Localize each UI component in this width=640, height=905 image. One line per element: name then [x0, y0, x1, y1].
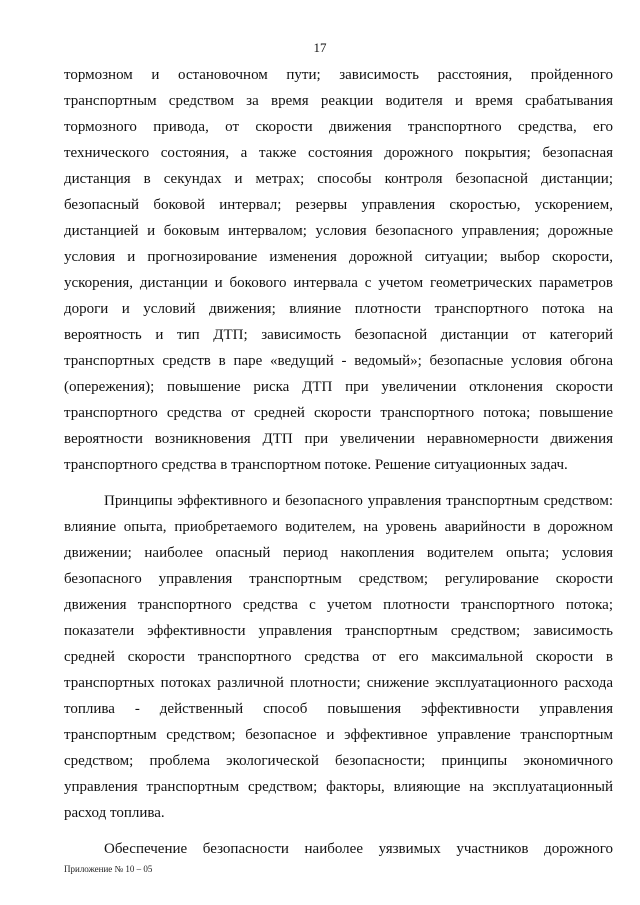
- text-line: средней скорости транспортного средства от его максимальной скорости в: [64, 649, 613, 665]
- text-line: управления транспортным средством; факторы, влияющие на эксплуатационный: [64, 779, 613, 795]
- text-line: расход топлива.: [64, 805, 165, 821]
- text-line: движения транспортного средства с учетом плотности транспортного потока;: [64, 597, 613, 613]
- text-line: безопасный боковой интервал; резервы управления скоростью, ускорением,: [64, 197, 613, 213]
- text-line: условия и прогнозирование изменения дорожной ситуации; выбор скорости,: [64, 249, 613, 265]
- page-number: 17: [313, 40, 327, 55]
- text-line: ускорения, дистанции и бокового интервала с учетом геометрических параметров: [64, 275, 613, 291]
- text-line: средством; проблема экологической безопасности; принципы экономичного: [64, 753, 613, 769]
- document-body: [64, 62, 613, 862]
- text-line: транспортных потоках различной плотности; снижение эксплуатационного расхода: [64, 675, 613, 691]
- paragraph-1: [64, 62, 613, 478]
- text-line: тормозного привода, от скорости движения транспортного средства, его: [64, 119, 613, 135]
- text-line: движении; наиболее опасный период накопления водителем опыта; условия: [64, 545, 613, 561]
- text-line: Принципы эффективного и безопасного управления транспортным средством:: [104, 493, 613, 509]
- text-line: транспортного средства в транспортном потоке. Решение ситуационных задач.: [64, 457, 568, 473]
- text-line: транспортных средств в паре «ведущий - ведомый»; безопасные условия обгона: [64, 353, 613, 369]
- text-line: дороги и условий движения; влияние плотности транспортного потока на: [64, 301, 613, 317]
- text-line: вероятности возникновения ДТП при увеличении неравномерности движения: [64, 431, 613, 447]
- footer-appendix-label: Приложение № 10 – 05: [64, 864, 153, 874]
- text-line: транспортным средством за время реакции водителя и время срабатывания: [64, 93, 613, 109]
- text-line: тормозном и остановочном пути; зависимость расстояния, пройденного: [64, 67, 613, 83]
- text-line: (опережения); повышение риска ДТП при увеличении отклонения скорости: [64, 379, 613, 395]
- text-line: безопасного управления транспортным средством; регулирование скорости: [64, 571, 613, 587]
- text-line: транспортным средством; безопасное и эффективное управление транспортным: [64, 727, 613, 743]
- text-line: вероятность и тип ДТП; зависимость безопасной дистанции от категорий: [64, 327, 613, 343]
- text-line: дистанция в секундах и метрах; способы контроля безопасной дистанции;: [64, 171, 613, 187]
- text-line: топлива - действенный способ повышения эффективности управления: [64, 701, 613, 717]
- text-line: влияние опыта, приобретаемого водителем, на уровень аварийности в дорожном: [64, 519, 613, 535]
- text-line: Обеспечение безопасности наиболее уязвимых участников дорожного: [104, 841, 613, 857]
- text-line: технического состояния, а также состояния дорожного покрытия; безопасная: [64, 145, 613, 161]
- paragraph-gap: [64, 478, 613, 488]
- paragraph-3: [64, 836, 613, 862]
- text-line: показатели эффективности управления транспортным средством; зависимость: [64, 623, 613, 639]
- paragraph-2: [64, 488, 613, 826]
- paragraph-gap: [64, 826, 613, 836]
- text-line: транспортного средства от средней скорости транспортного потока; повышение: [64, 405, 613, 421]
- text-line: дистанцией и боковым интервалом; условия безопасного управления; дорожные: [64, 223, 613, 239]
